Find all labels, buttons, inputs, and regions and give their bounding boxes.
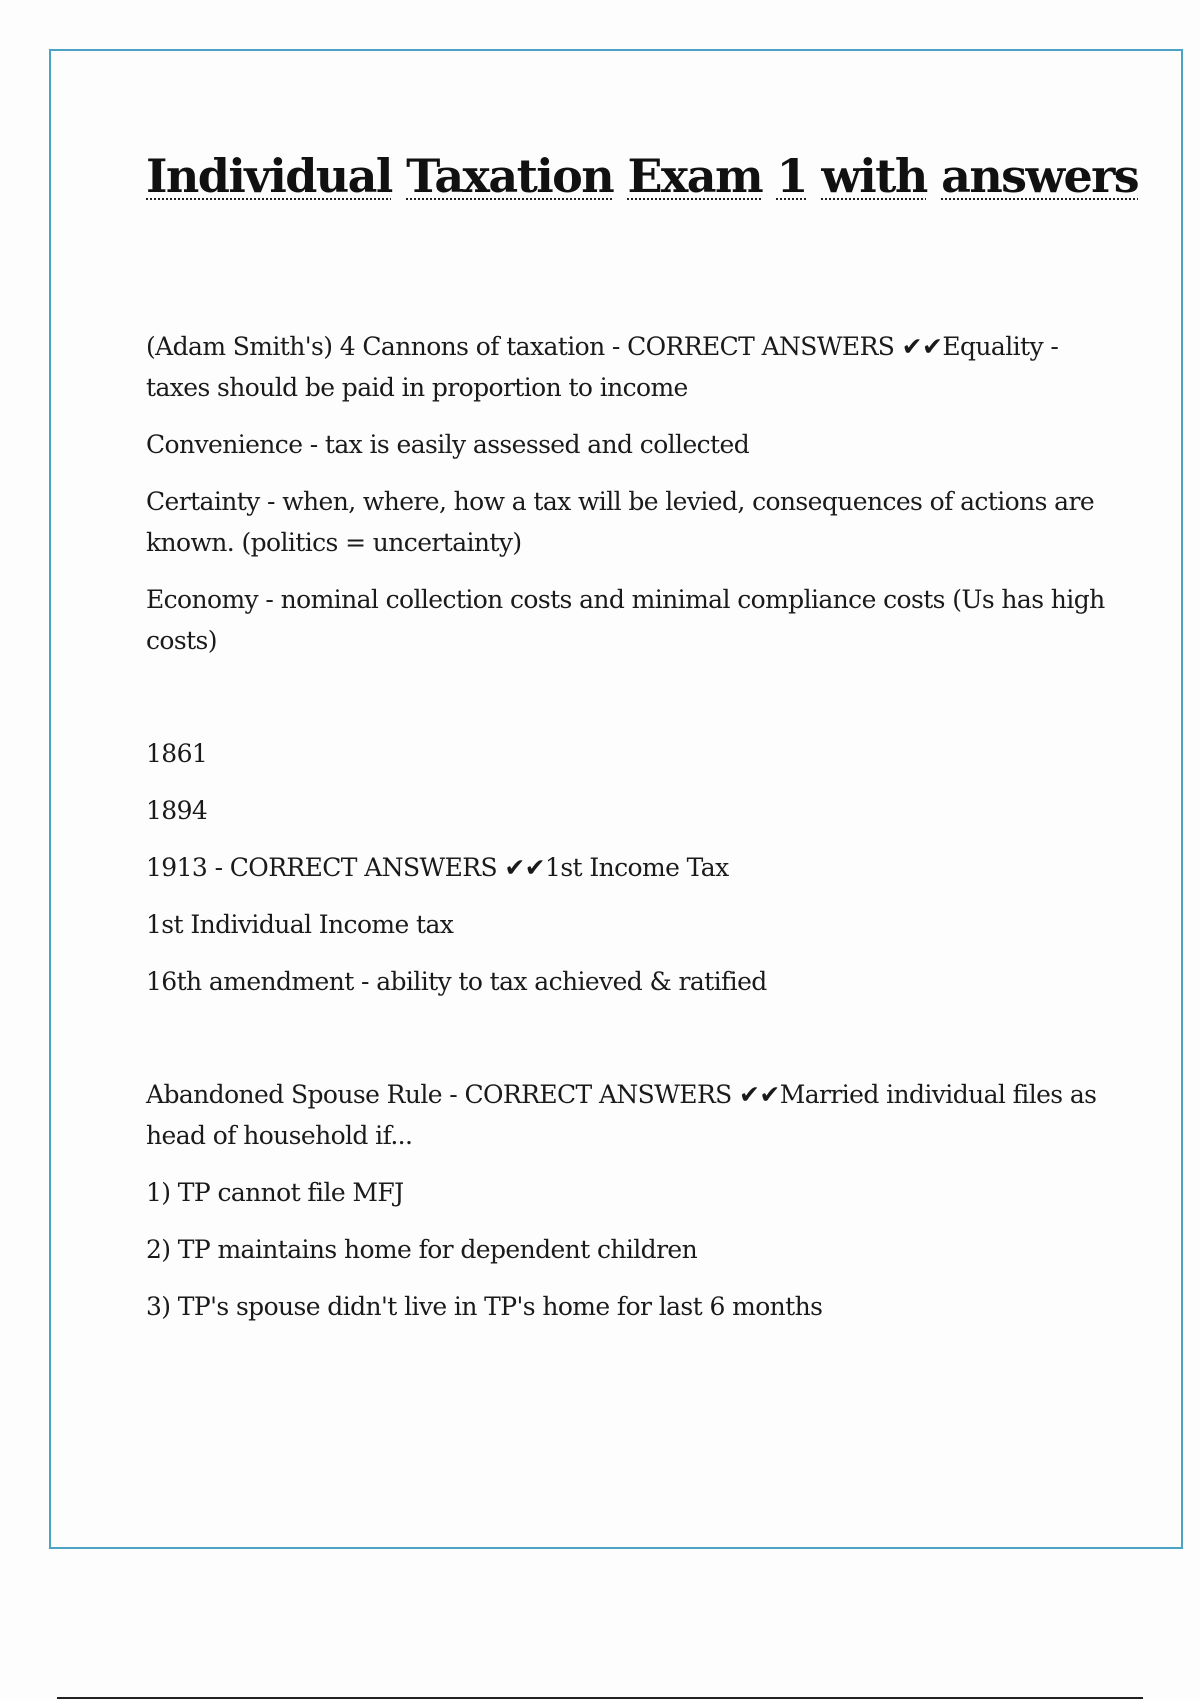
- answer-line: Convenience - tax is easily assessed and collected: [146, 430, 750, 459]
- title-word: with: [821, 149, 927, 203]
- question-line: 1894: [146, 796, 208, 825]
- answer-line: 1) TP cannot file MFJ: [146, 1178, 404, 1207]
- entry-spacer: [146, 677, 1106, 733]
- qa-entry-abandoned-spouse: [146, 1074, 1106, 1327]
- title-word: answers: [941, 149, 1139, 203]
- answer-line: Certainty - when, where, how a tax will be levied, consequences of actions are known. (politics = uncertainty): [146, 487, 1095, 557]
- answer-line: 2) TP maintains home for dependent children: [146, 1235, 698, 1264]
- answer-line: 1st Individual Income tax: [146, 910, 454, 939]
- question-line: 1861: [146, 739, 208, 768]
- answer-line: 16th amendment - ability to tax achieved & ratified: [146, 967, 767, 996]
- page-title: [146, 150, 1138, 203]
- answer-line: Economy - nominal collection costs and minimal compliance costs (Us has high costs): [146, 585, 1105, 655]
- document-body: [146, 326, 1106, 1343]
- question-answer-text: (Adam Smith's) 4 Cannons of taxation - CORRECT ANSWERS ✔✔Equality - taxes should be paid in proportion to income: [146, 332, 1059, 402]
- qa-entry-tax-canons: [146, 326, 1106, 661]
- title-word: 1: [776, 149, 807, 203]
- answer-line: 3) TP's spouse didn't live in TP's home for last 6 months: [146, 1292, 823, 1321]
- entry-spacer: [146, 1018, 1106, 1074]
- footer-divider: [57, 1697, 1143, 1699]
- question-answer-text: 1913 - CORRECT ANSWERS ✔✔1st Income Tax: [146, 853, 729, 882]
- title-word: Exam: [627, 149, 763, 203]
- title-word: Taxation: [406, 149, 614, 203]
- question-answer-text: Abandoned Spouse Rule - CORRECT ANSWERS ✔✔Married individual files as head of household if...: [146, 1080, 1097, 1150]
- qa-entry-income-tax-years: [146, 733, 1106, 1002]
- title-word: Individual: [146, 149, 392, 203]
